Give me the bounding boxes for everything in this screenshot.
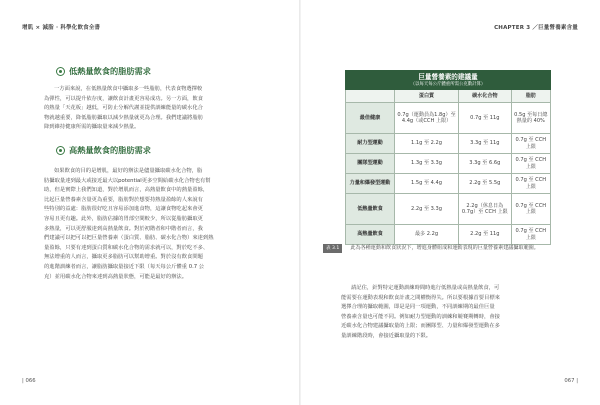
fat-cell: 0.5g 至每日總熱量的 40% <box>511 103 550 134</box>
paragraph-line: 們建議可以把可以把巨量營養素（蛋白質、脂肪、碳水化合物）來達到熱 <box>44 235 214 242</box>
table-subtitle: （以每天每公斤體重所需公克數計算） <box>410 81 486 87</box>
table-note-text: 此為各種運動和飲食狀況下，增進身體組成和運動表現的巨量營養素建議攝取範圍。 <box>350 245 539 251</box>
carbs-cell: 2.2g 至 5.5g <box>459 174 512 194</box>
carbs-cell: 0.7g 至 11g <box>459 103 512 134</box>
section2-paragraph <box>44 167 276 282</box>
page-number-left: | 066 <box>22 378 36 384</box>
fat-cell: 0.7g 至 CCH 上限 <box>511 194 550 225</box>
section-heading-low-calorie <box>56 66 276 77</box>
protein-cell: 1.5g 至 4.4g <box>395 174 459 194</box>
page-number-right: 067 | <box>564 378 578 384</box>
section-heading-high-calorie <box>56 145 276 156</box>
running-header-right: CHAPTER 3 ／巨量營養素含量 <box>494 25 578 31</box>
paragraph-line: 多熱量，可以更舒服達到高熱量飲食。對於初階者和中階者而言，我 <box>44 225 203 232</box>
row-label: 高熱量飲食 <box>346 225 395 245</box>
table-note <box>323 244 553 253</box>
carbs-cell: 3.3g 至 6.6g <box>459 154 512 174</box>
table-row <box>346 103 551 134</box>
column-header <box>346 90 395 103</box>
table-row <box>346 134 551 154</box>
paragraph-line: 的熱量「天花板」越低，可防止分解代謝並提供訓練能量的碳水化合 <box>44 105 203 112</box>
column-header-protein: 蛋白質 <box>395 90 459 103</box>
table-row <box>346 154 551 174</box>
table-caption <box>346 71 551 90</box>
left-page-body <box>44 66 276 282</box>
book-gutter <box>299 0 301 405</box>
table-title: 巨量營養素的建議量 <box>418 73 478 81</box>
fat-cell: 0.7g 至 CCH 上限 <box>511 174 550 194</box>
carbs-cell: 3.3g 至 11g <box>459 134 512 154</box>
paragraph-line: 克）並用碳水化合物來達到高熱量狀態，可能是最好的辦法。 <box>44 273 188 280</box>
paragraph-line: 降到維持健康所需的攝取量來減少熱量。 <box>44 124 140 131</box>
paragraph-line: 如果飲食的目的是增肌，最好的辦法是儘量攝取碳水化合物，脂 <box>54 167 203 174</box>
carbs-cell: 2.2g 至 11g <box>459 225 512 245</box>
fat-cell: 0.7g 至 CCH 上限 <box>511 134 550 154</box>
right-page-paragraph <box>341 284 552 342</box>
paragraph-line: 為彈性，可以提升依存度，讓飲食計畫更容易成功。另一方面，飲食 <box>44 95 203 102</box>
paragraph-line: 請記住，針對特定運動訓練時間時進行低熱量或高熱量飲食，可 <box>351 285 500 291</box>
table-caption-row <box>346 71 551 90</box>
paragraph-line: 物就越重要，降低脂肪攝取以減少熱量就更為合理。我們建議將脂肪 <box>44 114 203 121</box>
table-row <box>346 194 551 225</box>
column-header-fat: 脂肪 <box>511 90 550 103</box>
column-header-carbs: 碳水化合物 <box>459 90 512 103</box>
table-row <box>346 225 551 245</box>
table-header-row <box>346 90 551 103</box>
row-label: 力量和爆發型運動 <box>346 174 395 194</box>
paragraph-line: 營養素含量也可能不同。例如耐力型運動的訓練和競賽期轉時，會接 <box>341 313 500 320</box>
paragraph-line: 肪攝取量達到最大或接近最大以potential更多空間給碳水化合物也有幫 <box>44 177 211 184</box>
row-label: 低熱量飲食 <box>346 194 395 225</box>
running-header-left: 增肌 × 減脂 · 科學化飲食全書 <box>22 25 101 31</box>
section-heading-text: 高熱量飲食的脂肪需求 <box>69 144 151 155</box>
paragraph-line: 助，但是實際上我們知道，對於增肌而言，高熱量飲食中的熱量盈餘， <box>44 187 209 194</box>
row-label: 耐力型運動 <box>346 134 395 154</box>
paragraph-line: 無法增重的人而言，攝取更多脂肪可以幫助增重。對於沒有飲食問題 <box>44 254 203 261</box>
paragraph-line: 些特別的益處：脂肪很好吃且容易添加進食物，這讓食物吃起來會更 <box>44 206 203 213</box>
row-label: 團隊型運動 <box>346 154 395 174</box>
protein-cell: 最多 2.2g <box>395 225 459 245</box>
target-icon <box>56 146 65 155</box>
fat-cell: 0.7g 至 CCH 上限 <box>511 154 550 174</box>
protein-cell: 1.3g 至 3.3g <box>395 154 459 174</box>
protein-cell: 0.7g（運動員為1.8g）至 4.4g（或CCH 上限） <box>395 103 459 134</box>
section-heading-text: 低熱量飲食的脂肪需求 <box>69 66 151 76</box>
paragraph-line: 的進階訓練者而言，讓脂肪攝取量接近下限（每天每公斤體重 0.7 公 <box>44 263 205 270</box>
macronutrient-table <box>345 70 551 245</box>
paragraph-line: 一方面來說，在低熱量飲食中攝取多一些脂肪，代表食物選擇較 <box>54 86 203 92</box>
paragraph-line: 能需要在運動表現和飲食計畫之間權衡得失。所以要根據首要目標來 <box>341 294 500 301</box>
table-row <box>346 174 551 194</box>
paragraph-line: 量盈餘，只要有達到蛋白質和碳水化合物的需求就可以，對於吃不多、 <box>44 244 209 251</box>
protein-cell: 1.1g 至 2.2g <box>395 134 459 154</box>
section1-paragraph <box>44 85 276 133</box>
target-icon <box>56 67 65 76</box>
paragraph-line: 比起巨量營養素含量更為重要，脂肪對於想要持熱量盈餘的人來說有 <box>44 196 203 203</box>
fat-cell: 0.7g 至 CCH 上限 <box>511 225 550 245</box>
protein-cell: 2.2g 至 3.3g <box>395 194 459 225</box>
table-number-tag: 表 3.1 <box>323 244 342 253</box>
paragraph-line: 量訓練階段時，會接近攝取量的下限。 <box>341 332 432 339</box>
carbs-cell: 2.2g（休息日為 0.7g）至 CCH 上限 <box>459 194 512 225</box>
paragraph-line: 容易且更有趣。此外，脂肪佔據的胃部空間較少，所以從脂肪攝取更 <box>44 215 203 222</box>
paragraph-line: 選擇合理的攝取範圍，即是是同一項運動，不同訓練期的最佳巨量 <box>341 304 495 311</box>
row-label: 最佳健康 <box>346 103 395 134</box>
paragraph-line: 近碳水化合物建議攝取量的上限；而團隊型、力量和爆發型運動在多 <box>341 323 500 330</box>
